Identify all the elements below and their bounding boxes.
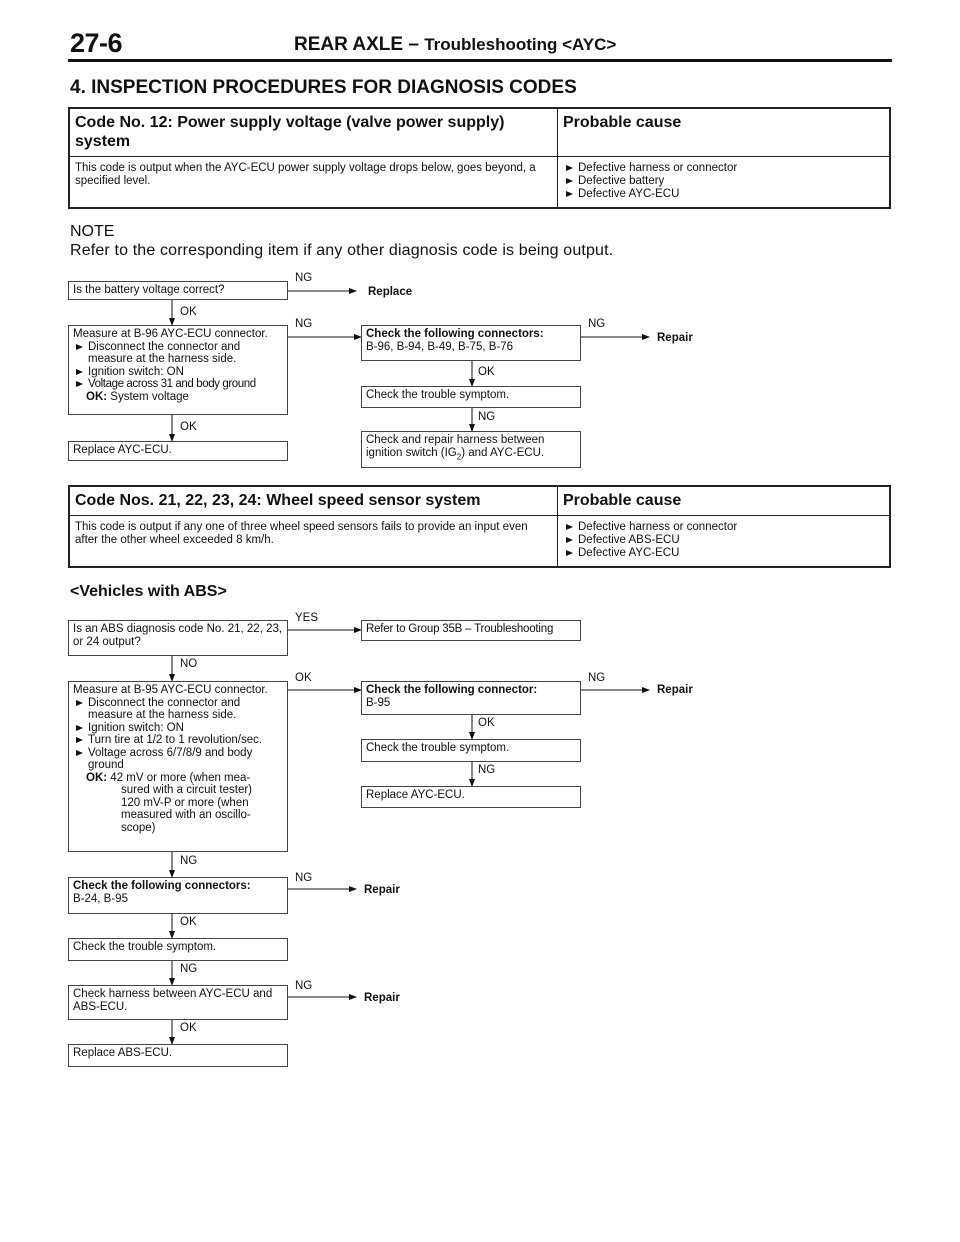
measure-item: Ignition switch: ON [73,366,283,379]
repair-harness-text: ) and AYC-ECU. [461,446,545,459]
check-connectors-title: Check the following connectors: [73,880,251,892]
measure-b95-box [68,681,288,852]
ok-value: measured with an oscillo- [121,809,251,821]
action-repair: Repair [364,992,400,1004]
measure-title: Measure at B-95 AYC-ECU connector. [73,684,268,696]
branch-ng-label: NG [295,272,313,284]
ok-value: 42 mV or more (when mea- [110,771,251,784]
action-repair: Repair [657,684,693,696]
cause-item: Defective harness or connector [563,521,884,534]
measure-item: Ignition switch: ON [73,722,283,735]
check-connectors-list: B-24, B-95 [73,892,128,905]
code21-causes [558,516,891,568]
repair-harness-box [361,431,581,468]
branch-yes-label: YES [295,612,319,624]
branch-ng-label: NG [295,318,313,330]
subscript: 2 [456,451,462,461]
measure-item: Turn tire at 1/2 to 1 revolution/sec. [73,734,283,747]
measure-item: Voltage across 6/7/8/9 and body ground [73,747,283,772]
code21-heading: Code Nos. 21, 22, 23, 24: Wheel speed sensor system [69,486,558,516]
replace-ayc-ecu-box: Replace AYC-ECU. [68,441,288,461]
check-connector-list: B-95 [366,696,391,709]
branch-ok-label: OK [180,306,197,318]
branch-ng-label: NG [588,318,606,330]
section-title: 4. INSPECTION PROCEDURES FOR DIAGNOSIS CODES [70,77,577,98]
cause-item: Defective ABS-ECU [563,534,884,547]
page-number: 27-6 [70,28,123,58]
cause-item: Defective AYC-ECU [563,547,884,560]
branch-no-label: NO [180,658,198,670]
check-connectors-title: Check the following connectors: [366,328,544,340]
ok-label: OK: [86,771,108,784]
refer-group35b-box: Refer to Group 35B – Troubleshooting [361,620,581,641]
cause-item: Defective AYC-ECU [563,188,884,201]
note-text: Refer to the corresponding item if any other diagnosis code is being output. [70,242,614,259]
branch-ng-label: NG [180,963,198,975]
page-title: REAR AXLE – Troubleshooting <AYC> [294,34,617,55]
check-connectors-list: B-96, B-94, B-49, B-75, B-76 [366,340,514,353]
check-symptom-box: Check the trouble symptom. [361,739,581,762]
check-symptom2-box: Check the trouble symptom. [68,938,288,961]
measure-item: Voltage across 31 and body ground [73,378,283,391]
q-abs-code-box: Is an ABS diagnosis code No. 21, 22, 23, or 24 output? [68,620,288,656]
branch-ng-label: NG [180,855,198,867]
code12-description: This code is output when the AYC-ECU power supply voltage drops below, goes beyond, a specified level. [69,157,558,209]
cause-item: Defective harness or connector [563,162,884,175]
repair-harness-text: Check and repair harness between ignition switch (IG [366,434,545,459]
branch-ok-label: OK [295,672,312,684]
action-repair: Repair [364,884,400,896]
branch-ok-label: OK [180,1022,197,1034]
check-connector-title: Check the following connector: [366,684,538,696]
code12-heading: Code No. 12: Power supply voltage (valve power supply) system [69,108,558,157]
branch-ng-label: NG [478,411,496,423]
branch-ok-label: OK [478,717,495,729]
action-replace: Replace [368,286,413,298]
vehicles-with-abs-label: <Vehicles with ABS> [70,583,227,600]
code12-cause-heading: Probable cause [558,108,891,157]
check-connectors-box [361,325,581,361]
measure-b96-box [68,325,288,415]
note-label: NOTE [70,223,115,240]
ok-value: scope) [121,821,156,834]
measure-item: Disconnect the connector and measure at the harness side. [73,341,283,366]
replace-ayc-ecu-box: Replace AYC-ECU. [361,786,581,808]
check-harness-box: Check harness between AYC-ECU and ABS-ECU. [68,985,288,1020]
ok-value: sured with a circuit tester) [121,784,253,796]
measure-item: Disconnect the connector and measure at the harness side. [73,697,283,722]
branch-ng-label: NG [295,872,313,884]
code21-cause-heading: Probable cause [558,486,891,516]
code21-table [68,485,891,568]
ok-value: System voltage [110,390,189,403]
replace-abs-ecu-box: Replace ABS-ECU. [68,1044,288,1067]
check-symptom-box: Check the trouble symptom. [361,386,581,408]
branch-ok-label: OK [180,421,197,433]
code21-description: This code is output if any one of three wheel speed sensors fails to provide an input even after the other wheel exceeded 8 km/h. [69,516,558,568]
q-battery-voltage: Is the battery voltage correct? [68,281,288,300]
branch-ng-label: NG [588,672,606,684]
action-repair: Repair [657,332,693,344]
measure-title: Measure at B-96 AYC-ECU connector. [73,328,268,340]
ok-label: OK: [86,390,108,403]
branch-ok-label: OK [180,916,197,928]
branch-ng-label: NG [478,764,496,776]
cause-item: Defective battery [563,175,884,188]
branch-ng-label: NG [295,980,313,992]
check-connectors-b24-box [68,877,288,914]
ok-value: 120 mV-P or more (when [121,796,249,809]
branch-ok-label: OK [478,366,495,378]
check-connector-b95-box [361,681,581,715]
